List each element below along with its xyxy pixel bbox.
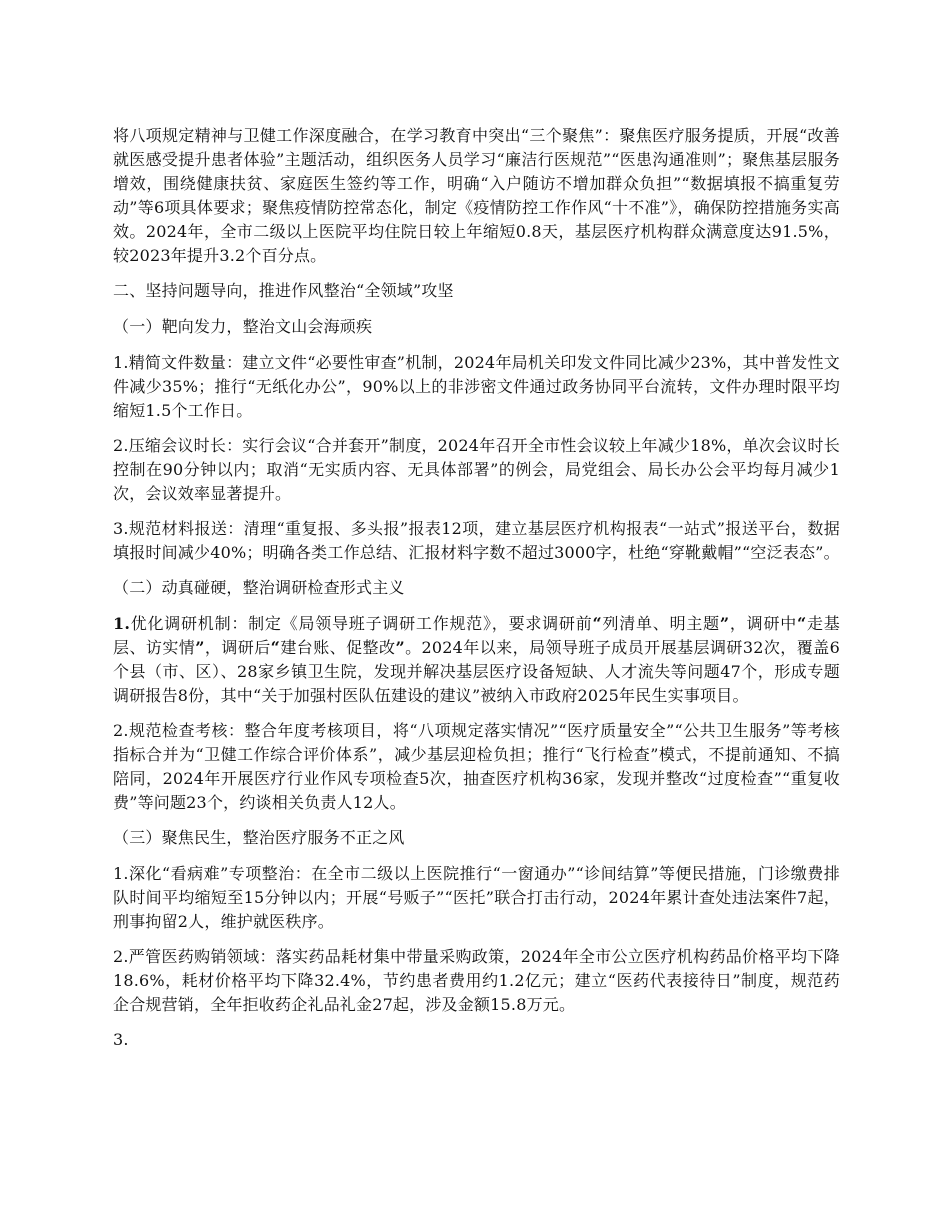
paragraph-item-1-3: 3.规范材料报送：清理“重复报、多头报”报表12项，建立基层医疗机构报表“一站式”报送平台，数据填报时间减少40%；明确各类工作总结、汇报材料字数不超过3000字，杜绝“穿靴戴帽”“空泛表态”。 (113, 519, 840, 562)
document-page (113, 124, 840, 1063)
text-run: ” (395, 638, 405, 657)
paragraph-intro: 将八项规定精神与卫健工作深度融合，在学习教育中突出“三个聚焦”：聚焦医疗服务提质，开展“改善就医感受提升患者体验”主题活动，组织医务人员学习“廉洁行医规范”“医患沟通准则”；聚焦基层服务增效，围绕健康扶贫、家庭医生签约等工作，明确“入户随访不增加群众负担”“数据填报不搞重复劳动”等6项具体要求；聚焦疫情防控常态化，制定《疫情防控工作作风“十不准”》，确保防控措施务实高效。2024年，全市二级以上医院平均住院日较上年缩短0.8天，基层医疗机构群众满意度达91.5%，较2023年提升3.2个百分点。 (113, 126, 840, 265)
text-run: 走基层、访实情 (113, 614, 840, 657)
subsection-heading-1: （一）靶向发力，整治文山会海顽疾 (113, 317, 373, 336)
paragraph-item-1-2: 2.压缩会议时长：实行会议“合并套开”制度，2024年召开全市性会议较上年减少18%，单次会议时长控制在90分钟以内；取消“无实质内容、无具体部署”的例会，局党组会、局长办公会平均每月减少1次，会议效率显著提升。 (113, 436, 840, 503)
text-run: “ (592, 614, 602, 633)
paragraph-item-2-2: 2.规范检查考核：整合年度考核项目，将“八项规定落实情况”“医疗质量安全”“公共卫生服务”等考核指标合并为“卫健工作综合评价体系”，减少基层迎检负担；推行“飞行检查”模式，不提前通知、不搞陪同，2024年开展医疗行业作风专项检查5次，抽查医疗机构36家，发现并整改“过度检查”“重复收费”等问题23个，约谈相关负责人12人。 (113, 721, 840, 812)
text-run: 列清单、明主题 (601, 614, 720, 633)
subsection-heading-2: （二）动真碰硬，整治调研检查形式主义 (113, 578, 405, 597)
text-run: “ (270, 638, 281, 657)
text-run: 1. (113, 614, 131, 633)
subsection-heading-3: （三）聚焦民生，整治医疗服务不正之风 (113, 828, 405, 847)
paragraph-item-3-2: 2.严管医药购销领域：落实药品耗材集中带量采购政策，2024年全市公立医疗机构药品价格平均下降18.6%，耗材价格平均下降32.4%，节约患者费用约1.2亿元；建立“医药代表接待日”制度，规范药企合规营销，全年拒收药企礼品礼金27起，涉及金额15.8万元。 (113, 947, 840, 1014)
section-heading-2: 二、坚持问题导向，推进作风整治“全领域”攻坚 (113, 281, 454, 300)
paragraph-item-3-1: 1.深化“看病难”专项整治：在全市二级以上医院推行“一窗通办”“诊间结算”等便民措施，门诊缴费排队时间平均缩短至15分钟以内；开展“号贩子”“医托”联合打击行动，2024年累计查处违法案件7起，刑事拘留2人，维护就医秩序。 (113, 864, 840, 931)
text-run: ” (719, 614, 730, 633)
text-run: 。2024年以来，局领导班子成员开展基层调研32次，覆盖6个县（市、区）、28家乡镇卫生院，发现并解决基层医疗设备短缺、人才流失等问题47个，形成专题调研报告8份，其中“关于加强村医队伍建设的建议”被纳入市政府2025年民生实事项目。 (113, 638, 840, 705)
text-run: 建台账、促整改 (280, 638, 396, 657)
text-run: ，调研中 (729, 614, 798, 633)
paragraph-item-3-3: 3. (113, 1030, 129, 1049)
text-run: ” (195, 638, 205, 657)
text-run: 优化调研机制：制定《局领导班子调研工作规范》，要求调研前 (130, 614, 593, 633)
paragraph-item-1-1: 1.精简文件数量：建立文件“必要性审查”机制，2024年局机关印发文件同比减少23%，其中普发性文件减少35%；推行“无纸化办公”，90%以上的非涉密文件通过政务协同平台流转，文件办理时限平均缩短1.5个工作日。 (113, 353, 840, 420)
paragraph-item-2-1 (113, 612, 840, 708)
text-run: ，调研后 (204, 638, 271, 657)
text-run: “ (797, 614, 807, 633)
